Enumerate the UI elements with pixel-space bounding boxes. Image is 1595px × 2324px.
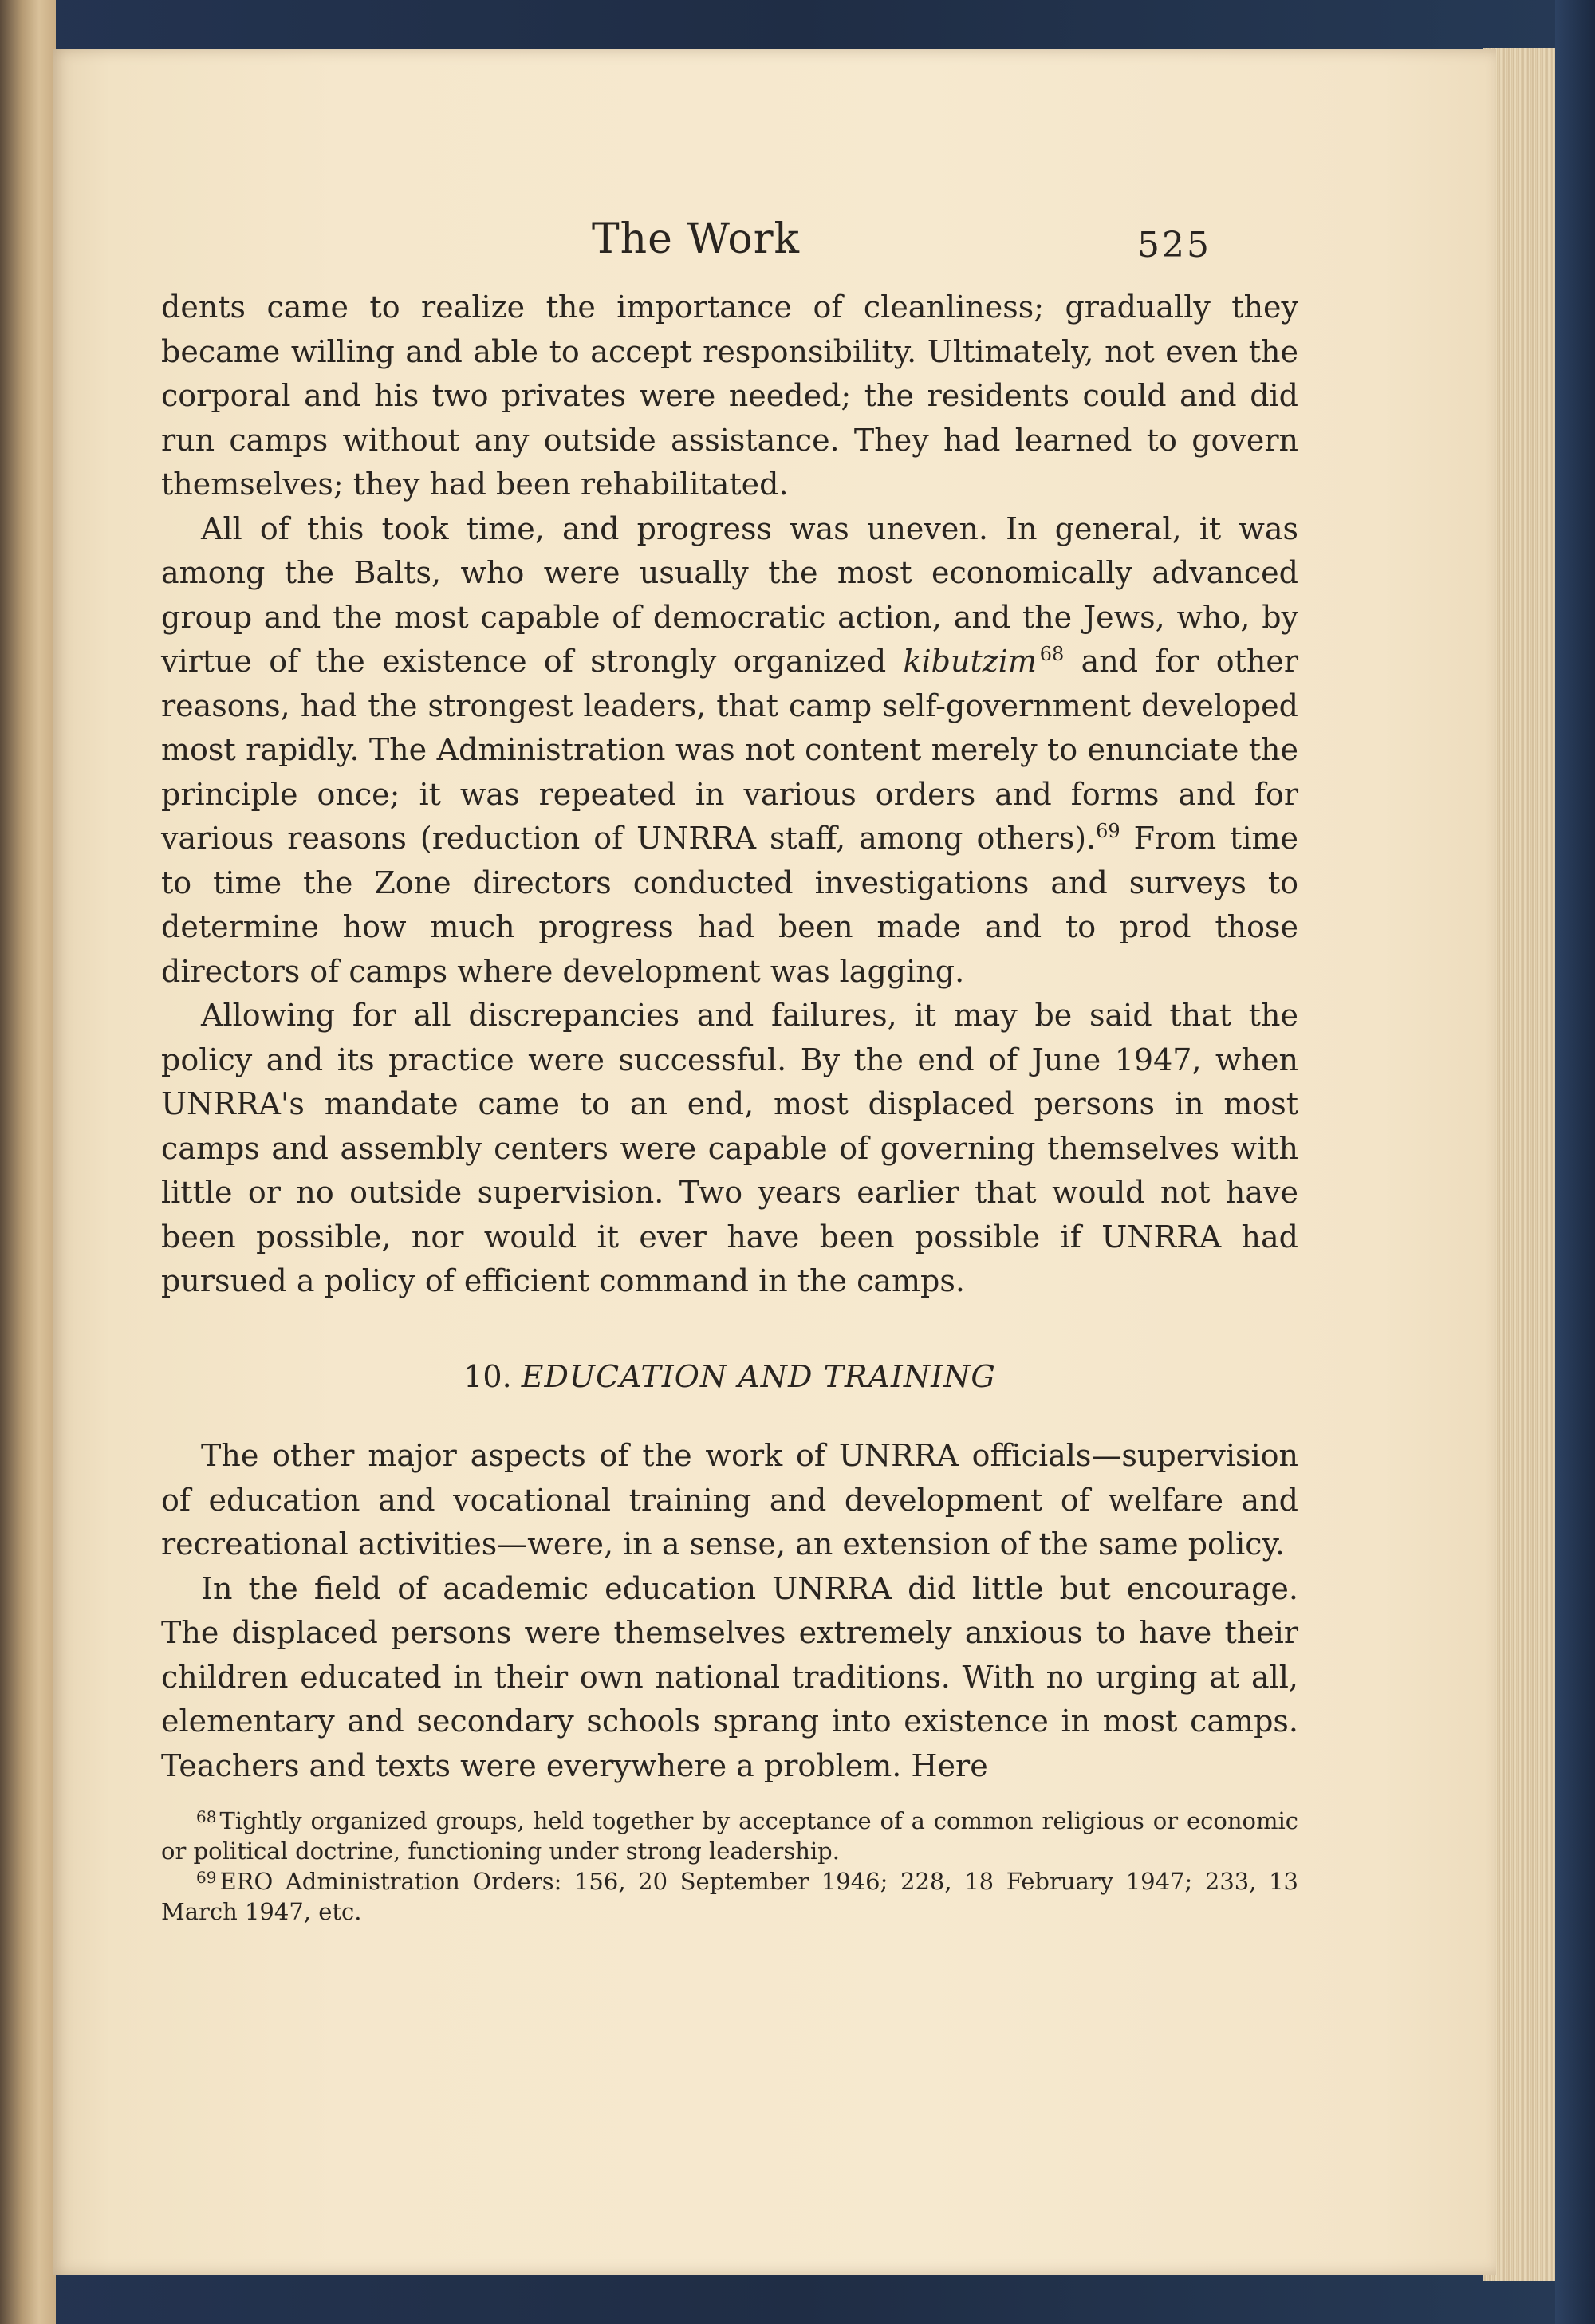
running-head: The Work [592,215,801,263]
section-heading [161,1355,1298,1400]
footnote-ref: 69 [1096,820,1120,842]
paragraph [161,1567,1298,1789]
section-number: 10. [463,1358,512,1394]
paragraph [161,1434,1298,1567]
page-header [53,215,1496,287]
footnote-text: Tightly organized groups, held together by acceptance of a common religious or economic or political doctrine, functioning under strong leadership. [161,1807,1298,1865]
paragraph-text: Allowing for all discrepancies and failures, it may be said that the policy and its practice were successful. By the end of June 1947, when UNRRA's mandate came to an end, most displaced persons in most camps and assembly centers were capable of governing themselves with little or no outside supervision. Two years earlier that would not have been possible, nor would it ever have been possible if UNRRA had pursued a policy of efficient command in the camps. [161,998,1298,1298]
paragraph-text: From time to time the Zone directors conducted investigations and surveys to determine how much progress had been made and to prod those directors of camps where development was lagging. [161,821,1299,989]
footnote-number: 68 [196,1807,217,1826]
footnote-ref: 68 [1039,643,1065,665]
book-cover-edge [1555,0,1595,2324]
footnotes [161,1806,1298,1927]
section-title: EDUCATION AND TRAINING [521,1358,996,1394]
paragraph-text: All of this took time, and progress was uneven. In general, it was among the Balts, who were usually the most economically advanced group and the most capable of democratic action, and the Jews, who, by virtue of the existence of strongly organized [161,510,1298,679]
body-text [161,286,1298,1927]
footnote [161,1866,1298,1927]
footnote-number: 69 [196,1868,217,1887]
paragraph-text: In the field of academic education UNRRA did little but encourage. The displaced persons were themselves extremely anxious to have their children educated in their own national traditions. With no urging at all, elementary and secondary schools sprang into existence in most camps. Teachers and texts were everywhere a problem. Here [161,1570,1298,1783]
paragraph-text: The other major aspects of the work of UNRRA officials—supervision of education and vocational training and development of welfare and recreational activities—were, in a sense, an extension of the same policy. [161,1438,1298,1562]
paragraph-text: dents came to realize the importance of cleanliness; gradually they became willing and able to accept responsibility. Ultimately, not even the corporal and his two privates were needed; the residents could and did run camps without any outside assistance. They had learned to govern themselves; they had been rehabilitated. [161,290,1298,502]
paragraph [161,286,1298,507]
footnote-text: ERO Administration Orders: 156, 20 September 1946; 228, 18 February 1947; 233, 13 March 1947, etc. [161,1868,1298,1925]
book-page [53,49,1496,2275]
paragraph [161,507,1298,995]
italic-term: kibutzim [903,644,1037,679]
left-binding [0,0,56,2324]
footnote [161,1806,1298,1866]
page-number: 525 [1137,225,1211,266]
paragraph [161,994,1298,1304]
paragraph-text: and for other reasons, had the strongest leaders, that camp self-government developed most rapidly. The Administration was not content merely to enunciate the principle once; it was repeated in various orders and forms and for various reasons (reduction of UNRRA staff, among others). [161,644,1299,856]
